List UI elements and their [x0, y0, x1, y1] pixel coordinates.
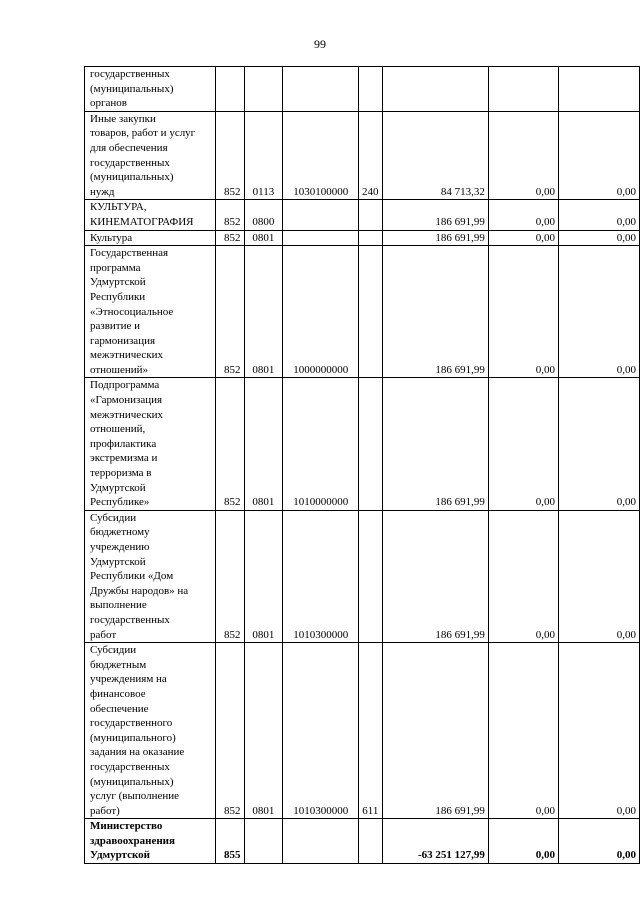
amount-1: 84 713,32: [382, 111, 488, 200]
amount-2: 0,00: [488, 510, 558, 642]
ministry-code: [215, 67, 244, 112]
section-code: [244, 819, 283, 864]
amount-3: 0,00: [559, 246, 640, 378]
amount-2: 0,00: [488, 111, 558, 200]
target-article-code: 1010000000: [283, 378, 359, 510]
amount-3: 0,00: [559, 111, 640, 200]
row-name: КУЛЬТУРА, КИНЕМАТОГРАФИЯ: [85, 200, 216, 230]
amount-1: 186 691,99: [382, 643, 488, 819]
amount-2: 0,00: [488, 230, 558, 246]
budget-table: [84, 66, 640, 864]
amount-1: -63 251 127,99: [382, 819, 488, 864]
target-article-code: 1030100000: [283, 111, 359, 200]
expense-type-code: 240: [359, 111, 383, 200]
ministry-code: 852: [215, 246, 244, 378]
table-row: [85, 111, 640, 200]
row-name: Иные закупки товаров, работ и услуг для обеспечения государственных (муниципальных) нужд: [85, 111, 216, 200]
amount-2: 0,00: [488, 643, 558, 819]
amount-1: 186 691,99: [382, 230, 488, 246]
amount-3: 0,00: [559, 378, 640, 510]
expense-type-code: [359, 246, 383, 378]
amount-2: [488, 67, 558, 112]
table-row: [85, 510, 640, 642]
row-name: Субсидии бюджетному учреждению Удмуртской Республики «Дом Дружбы народов» на выполнение государственных работ: [85, 510, 216, 642]
target-article-code: 1000000000: [283, 246, 359, 378]
target-article-code: [283, 200, 359, 230]
row-name: Государственная программа Удмуртской Республики «Этносоциальное развитие и гармонизация межэтнических отношений»: [85, 246, 216, 378]
target-article-code: 1010300000: [283, 510, 359, 642]
row-name: Субсидии бюджетным учреждениям на финансовое обеспечение государственного (муниципального) задания на оказание государственных (муниципальных) услуг (выполнение работ): [85, 643, 216, 819]
target-article-code: [283, 819, 359, 864]
section-code: 0800: [244, 200, 283, 230]
amount-1: 186 691,99: [382, 378, 488, 510]
ministry-code: 852: [215, 230, 244, 246]
amount-2: 0,00: [488, 378, 558, 510]
table-row: [85, 200, 640, 230]
ministry-code: 855: [215, 819, 244, 864]
section-code: 0801: [244, 643, 283, 819]
amount-3: 0,00: [559, 510, 640, 642]
expense-type-code: [359, 200, 383, 230]
ministry-code: 852: [215, 200, 244, 230]
amount-2: 0,00: [488, 819, 558, 864]
table-row: [85, 230, 640, 246]
amount-2: 0,00: [488, 246, 558, 378]
section-code: 0801: [244, 378, 283, 510]
amount-1: 186 691,99: [382, 246, 488, 378]
row-name: Подпрограмма «Гармонизация межэтнических отношений, профилактика экстремизма и терроризма в Удмуртской Республике»: [85, 378, 216, 510]
table-body: [85, 67, 640, 864]
target-article-code: [283, 230, 359, 246]
amount-3: 0,00: [559, 200, 640, 230]
expense-type-code: 611: [359, 643, 383, 819]
table-row: [85, 819, 640, 864]
target-article-code: 1010300000: [283, 643, 359, 819]
table-row: [85, 378, 640, 510]
ministry-code: 852: [215, 111, 244, 200]
target-article-code: [283, 67, 359, 112]
expense-type-code: [359, 819, 383, 864]
amount-3: 0,00: [559, 819, 640, 864]
table-row: [85, 643, 640, 819]
section-code: [244, 67, 283, 112]
expense-type-code: [359, 67, 383, 112]
amount-1: [382, 67, 488, 112]
section-code: 0801: [244, 230, 283, 246]
section-code: 0801: [244, 510, 283, 642]
ministry-code: 852: [215, 643, 244, 819]
row-name: государственных (муниципальных) органов: [85, 67, 216, 112]
row-name: Министерство здравоохранения Удмуртской: [85, 819, 216, 864]
amount-1: 186 691,99: [382, 510, 488, 642]
amount-2: 0,00: [488, 200, 558, 230]
amount-3: [559, 67, 640, 112]
expense-type-code: [359, 230, 383, 246]
expense-type-code: [359, 378, 383, 510]
section-code: 0113: [244, 111, 283, 200]
expense-type-code: [359, 510, 383, 642]
table-row: [85, 246, 640, 378]
section-code: 0801: [244, 246, 283, 378]
amount-1: 186 691,99: [382, 200, 488, 230]
ministry-code: 852: [215, 378, 244, 510]
amount-3: 0,00: [559, 230, 640, 246]
page-number: 99: [314, 37, 326, 51]
row-name: Культура: [85, 230, 216, 246]
ministry-code: 852: [215, 510, 244, 642]
table-row: [85, 67, 640, 112]
amount-3: 0,00: [559, 643, 640, 819]
